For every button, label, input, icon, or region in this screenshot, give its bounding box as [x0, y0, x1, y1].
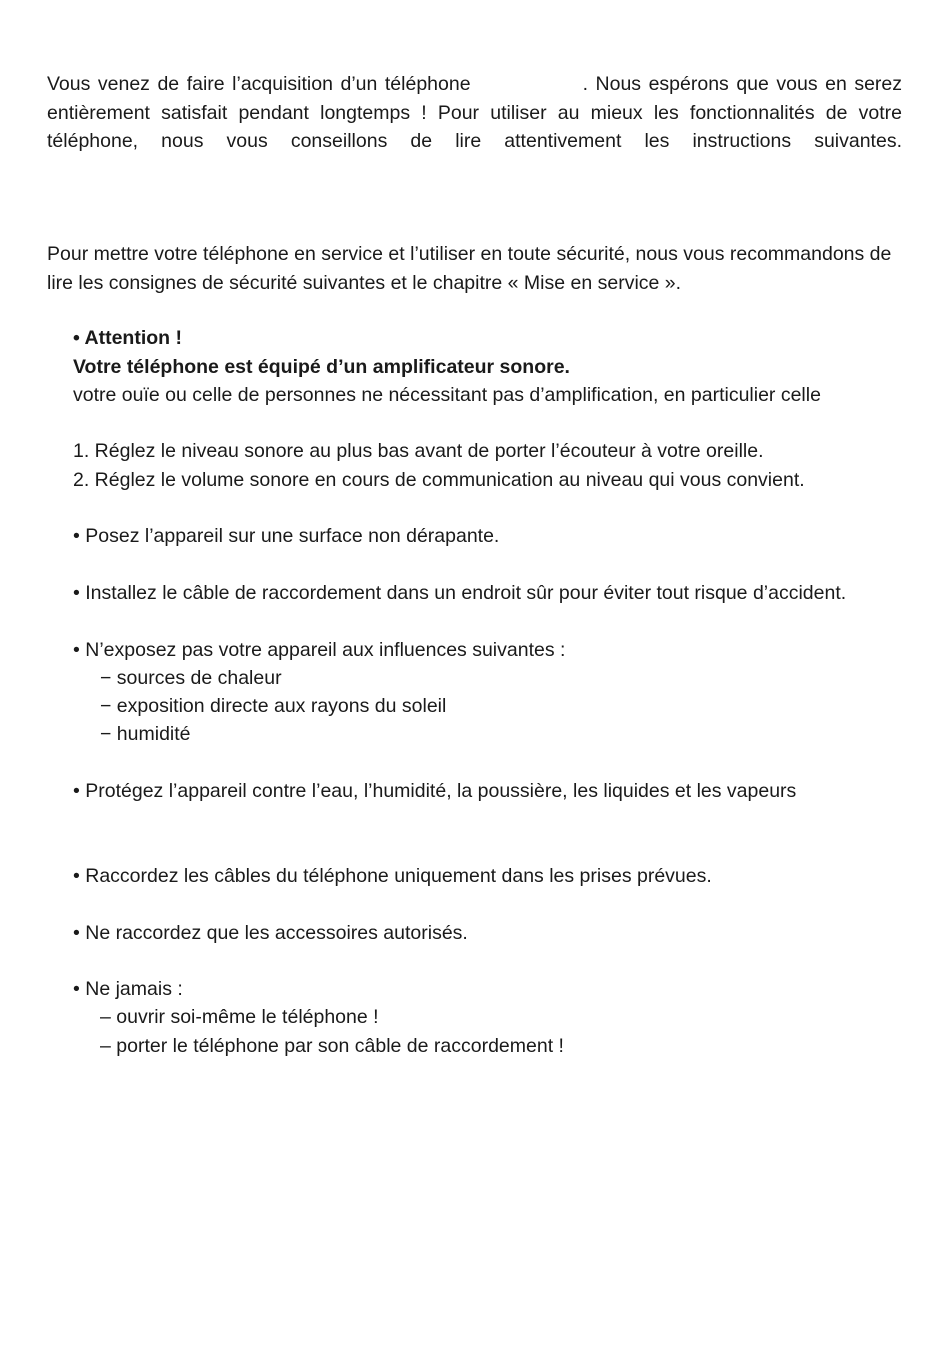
safety-intro-paragraph: Pour mettre votre téléphone en service et l’utiliser en toute sécurité, nous vous recommandons de lire les consignes de sécurité suivantes et le chapitre « Mise en service ». — [47, 243, 892, 294]
intro-text-start: Vous venez de faire l’acquisition d’un téléphone — [47, 73, 471, 95]
bullet-surface: • Posez l’appareil sur une surface non dérapante. — [73, 525, 500, 547]
bullet-cable: • Installez le câble de raccordement dans un endroit sûr pour éviter tout risque d’accident. — [73, 582, 847, 604]
exposure-item-humidity: − humidité — [100, 723, 191, 745]
intro-paragraph — [47, 70, 902, 156]
exposure-item-sun: − exposition directe aux rayons du soleil — [100, 695, 447, 717]
step-2: 2. Réglez le volume sonore en cours de communication au niveau qui vous convient. — [73, 469, 805, 491]
exposure-item-heat: − sources de chaleur — [100, 667, 282, 689]
bullet-never: • Ne jamais : — [73, 978, 183, 1000]
bullet-accessories: • Ne raccordez que les accessoires autorisés. — [73, 922, 468, 944]
bullet-protect: • Protégez l’appareil contre l’eau, l’humidité, la poussière, les liquides et les vapeurs — [73, 780, 797, 802]
attention-subtitle: Votre téléphone est équipé d’un amplificateur sonore. — [73, 356, 570, 378]
step-1: 1. Réglez le niveau sonore au plus bas avant de porter l’écouteur à votre oreille. — [73, 440, 764, 462]
attention-title: • Attention ! — [73, 327, 182, 349]
intro-text-end: . Nous espérons que vous en serez entièrement satisfait pendant longtemps ! Pour utiliser au mieux les fonctionnalités de votre téléphone, nous vous conseillons de lire attentivement les instructions suivantes. — [47, 73, 903, 152]
bullet-connect: • Raccordez les câbles du téléphone uniquement dans les prises prévues. — [73, 865, 712, 887]
attention-text: votre ouïe ou celle de personnes ne nécessitant pas d’amplification, en particulier celle — [73, 384, 821, 406]
bullet-exposure: • N’exposez pas votre appareil aux influences suivantes : — [73, 639, 566, 661]
never-item-open: – ouvrir soi-même le téléphone ! — [100, 1006, 379, 1028]
never-item-carry: – porter le téléphone par son câble de raccordement ! — [100, 1035, 564, 1057]
